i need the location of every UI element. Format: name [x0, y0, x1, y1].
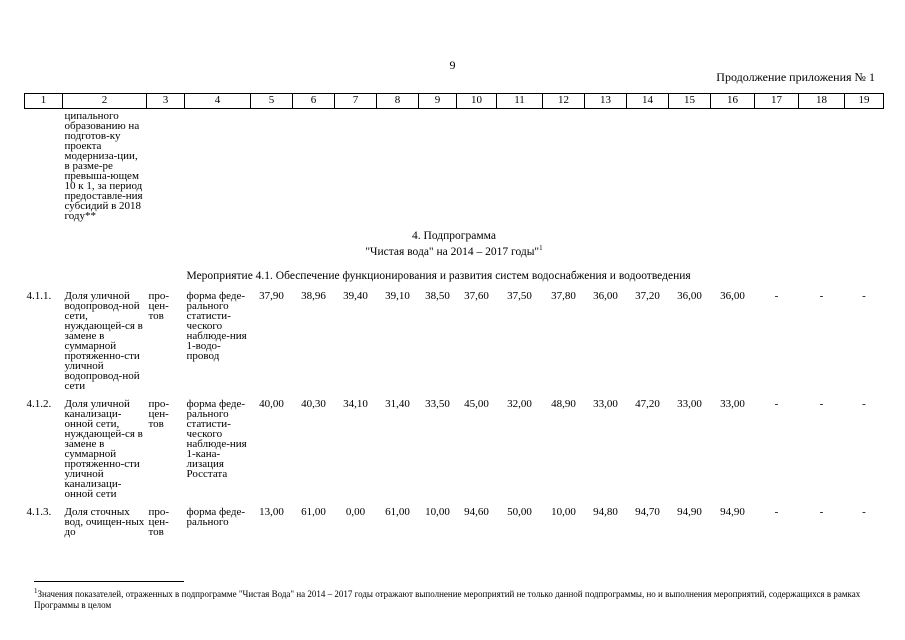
value-cell: - — [862, 398, 866, 410]
value-cell: 37,90 — [259, 290, 284, 302]
value-cell: 38,96 — [301, 290, 326, 302]
value-cell: 61,00 — [385, 506, 410, 518]
value-cell: - — [819, 290, 824, 302]
value-cell: 37,20 — [635, 290, 660, 302]
column-header: 3 — [147, 94, 185, 109]
value-cell: 33,00 — [593, 398, 618, 410]
value-cell: 40,30 — [301, 398, 326, 410]
column-header: 11 — [497, 94, 543, 109]
table-row — [25, 391, 884, 499]
value-cell: 39,10 — [385, 290, 410, 302]
measure-title: Мероприятие 4.1. Обеспечение функционирования и развития систем водоснабжения и водоотведения — [186, 270, 691, 282]
subprogram-title-line2: "Чистая вода" на 2014 – 2017 годы"$^1$ — [365, 244, 543, 258]
column-header: 4 — [185, 94, 251, 109]
row-number: 4.1.3. — [26, 506, 52, 518]
value-cell: 37,50 — [507, 290, 532, 302]
row-number: 4.1.1. — [26, 290, 52, 302]
value-cell: 94,70 — [635, 506, 660, 518]
value-cell: 0,00 — [345, 506, 366, 518]
subprogram-title-line1: 4. Подпрограмма — [412, 230, 496, 242]
value-cell: 39,40 — [343, 290, 368, 302]
value-cell: 32,00 — [507, 398, 532, 410]
column-header: 7 — [335, 94, 377, 109]
row-number: 4.1.2. — [26, 398, 52, 410]
source-cell: форма феде-рального статисти-ческого наблюде-ния 1-кана-лизация Росстата — [186, 398, 247, 480]
subprogram-heading-row — [25, 221, 884, 259]
value-cell: 33,50 — [425, 398, 450, 410]
value-cell: - — [774, 506, 779, 518]
column-header: 18 — [799, 94, 845, 109]
column-header: 6 — [293, 94, 335, 109]
value-cell: 94,90 — [677, 506, 702, 518]
column-header: 15 — [669, 94, 711, 109]
column-header: 1 — [25, 94, 63, 109]
unit-cell: про-цен-тов — [148, 290, 170, 322]
footnote-number: 1 — [34, 587, 38, 595]
page-number: 9 — [449, 58, 456, 72]
value-cell: 36,00 — [677, 290, 702, 302]
column-header: 17 — [755, 94, 799, 109]
footnote-marker: 1 — [539, 244, 543, 253]
value-cell: 13,00 — [259, 506, 284, 518]
value-cell: 94,80 — [593, 506, 618, 518]
value-cell: 31,40 — [385, 398, 410, 410]
value-cell: 37,80 — [551, 290, 576, 302]
table-row — [25, 499, 884, 537]
column-header: 10 — [457, 94, 497, 109]
value-cell: - — [819, 506, 824, 518]
value-cell: - — [774, 290, 779, 302]
column-header: 12 — [543, 94, 585, 109]
value-cell: - — [862, 290, 866, 302]
column-header: 19 — [845, 94, 884, 109]
unit-cell: про-цен-тов — [148, 398, 170, 430]
value-cell: 10,00 — [425, 506, 450, 518]
column-header: 14 — [627, 94, 669, 109]
footnote-text: Значения показателей, отраженных в подпрограмме "Чистая Вода" на 2014 – 2017 годы отражают выполнение мероприятий не только данной подпрограммы, но и выполнения мероприятий, содержащихся в рамках Программы в целом — [34, 589, 861, 610]
value-cell: 37,60 — [464, 290, 489, 302]
indicators-table — [24, 93, 884, 537]
value-cell: 33,00 — [677, 398, 702, 410]
value-cell: - — [862, 506, 866, 518]
column-header: 9 — [419, 94, 457, 109]
value-cell: 33,00 — [720, 398, 745, 410]
footnote — [34, 589, 874, 611]
carryover-indicator-text: ципального образованию на подготов-ку проекта модерниза-ции, в разме-ре превыша-ющем 10 к 1, за период предоставле-ния субсидий в 2018 году** — [64, 110, 143, 222]
value-cell: 48,90 — [551, 398, 576, 410]
value-cell: - — [819, 398, 824, 410]
subprogram-title — [25, 221, 884, 259]
footnote-separator — [34, 581, 184, 582]
column-header: 5 — [251, 94, 293, 109]
value-cell: 50,00 — [507, 506, 532, 518]
value-cell: 45,00 — [464, 398, 489, 410]
indicator-name: Доля уличной канализаци-онной сети, нуждающей-ся в замене в суммарной протяженно-сти уличной канализаци-онной сети — [64, 398, 143, 500]
column-header: 16 — [711, 94, 755, 109]
measure-heading-row — [25, 259, 884, 291]
value-cell: 94,90 — [720, 506, 745, 518]
value-cell: 94,60 — [464, 506, 489, 518]
column-header: 13 — [585, 94, 627, 109]
unit-cell: про-цен-тов — [148, 506, 170, 538]
value-cell: 34,10 — [343, 398, 368, 410]
carryover-row — [25, 109, 884, 222]
appendix-continuation-label: Продолжение приложения № 1 — [716, 70, 875, 84]
value-cell: 36,00 — [593, 290, 618, 302]
table-row — [25, 291, 884, 391]
value-cell: 40,00 — [259, 398, 284, 410]
column-number-header-row — [25, 94, 884, 109]
source-cell: форма феде-рального — [186, 506, 245, 528]
value-cell: 47,20 — [635, 398, 660, 410]
value-cell: 36,00 — [720, 290, 745, 302]
column-header: 8 — [377, 94, 419, 109]
value-cell: 38,50 — [425, 290, 450, 302]
indicator-name: Доля уличной водопровод-ной сети, нуждающей-ся в замене в суммарной протяженно-сти уличной водопровод-ной сети — [64, 290, 143, 392]
value-cell: 10,00 — [551, 506, 576, 518]
column-header: 2 — [63, 94, 147, 109]
source-cell: форма феде-рального статисти-ческого наблюде-ния 1-водо-провод — [186, 290, 247, 362]
indicator-name: Доля сточных вод, очищен-ных до — [64, 506, 145, 538]
value-cell: 61,00 — [301, 506, 326, 518]
value-cell: - — [774, 398, 779, 410]
